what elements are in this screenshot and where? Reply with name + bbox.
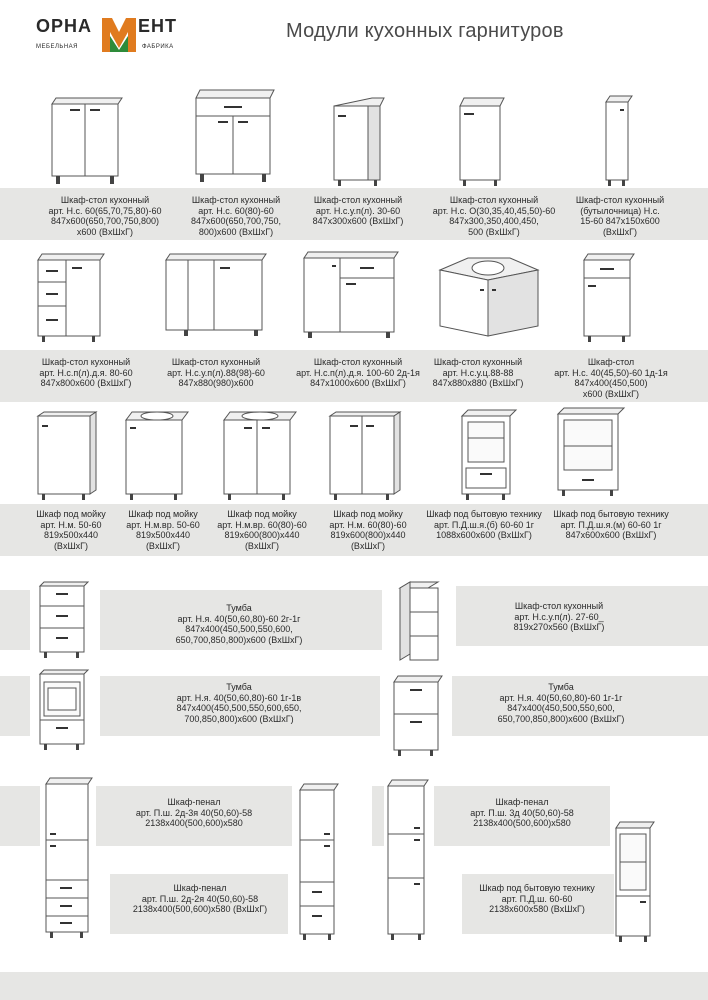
cabinet-1door-1drawer-image xyxy=(582,252,640,344)
sink-cabinet-1door-image xyxy=(36,410,102,500)
caption-2-2: Шкаф-стол кухонный арт. Н.с.у.п(л).88(98)-60 847x880(980)x600 xyxy=(167,357,265,388)
caption-penal1: Шкаф-пенал арт. П.ш. 2д-3я 40(50,60)-58 2138x400(500,600)x580 xyxy=(135,797,253,828)
sink-cabinet-2door-builtin-image xyxy=(222,410,300,500)
cabinet-drawer-2door-image xyxy=(194,88,278,184)
caption-1-1: Шкаф-стол кухонный арт. Н.с. 60(65,70,75,80)-60 847x600(650,700,750,800) x600 (ВxШxГ) xyxy=(48,195,162,237)
logo-text-left: ОРНА xyxy=(36,16,93,36)
cabinet-2door-1drawer-wide-image xyxy=(300,250,404,340)
caption-1-5: Шкаф-стол кухонный (бутылочница) Н.с. 15-60 847x150x600 (ВxШxГ) xyxy=(575,195,665,237)
caption-1-3: Шкаф-стол кухонный арт. Н.с.у.п(л). 30-60 847x300x600 (ВxШxГ) xyxy=(312,195,404,226)
tall-appliance-cabinet-image xyxy=(614,820,660,944)
tumba-2drawer-image xyxy=(392,674,448,758)
caption-3-5: Шкаф под бытовую технику арт. П.Д.ш.я.(б) 60-60 1г 1088x600x600 (ВxШxГ) xyxy=(426,509,542,540)
sink-cabinet-2door-image xyxy=(328,410,406,500)
corner-cabinet-narrow-image xyxy=(332,96,388,186)
logo-m-icon xyxy=(100,14,138,54)
cabinet-3drawer-door-image xyxy=(36,252,112,344)
corner-sink-cabinet-image xyxy=(438,256,542,338)
header xyxy=(0,0,708,64)
tall-cabinet-2door-3drawer-image xyxy=(44,776,98,940)
caption-tumba3: Тумба арт. Н.я. 40(50,60,80)-60 1г-1г 847x400(450,500,550,600, 650,700,850,800)x600 (ВxШxГ) xyxy=(497,682,625,724)
logo-subtext-left: МЕБЕЛЬНАЯ xyxy=(36,44,78,50)
caption-2-1: Шкаф-стол кухонный арт. Н.с.п(л).д.я. 80-60 847x800x600 (ВxШxГ) xyxy=(39,357,133,388)
appliance-cabinet-open-image xyxy=(556,406,630,498)
footer-band xyxy=(0,972,708,1000)
caption-penal3: Шкаф-пенал арт. П.ш. 3д 40(50,60)-58 2138x400(500,600)x580 xyxy=(470,797,574,828)
tall-cabinet-2door-2drawer-image xyxy=(298,782,344,942)
appliance-cabinet-oven-drawer-image xyxy=(460,408,522,500)
open-shelf-cabinet-image xyxy=(398,580,442,664)
cabinet-1door-image xyxy=(458,96,512,186)
tumba2-left-band xyxy=(0,676,30,736)
cabinet-2door-image xyxy=(48,96,128,186)
caption-2-3: Шкаф-стол кухонный арт. Н.с.п(л).д.я. 100-60 2д-1я 847x1000x600 (ВxШxГ) xyxy=(296,357,420,388)
page-title: Модули кухонных гарнитуров xyxy=(286,20,564,42)
brand-logo[interactable] xyxy=(34,14,194,58)
caption-2-5: Шкаф-стол арт. Н.с. 40(45,50)-60 1д-1я 847x400(450,500) x600 (ВxШxГ) xyxy=(554,357,668,399)
logo-text-right: ЕНТ xyxy=(138,16,177,36)
caption-tech-tall: Шкаф под бытовую технику арт. П.Д.ш. 60-60 2138x600x580 (ВxШxГ) xyxy=(479,883,595,914)
caption-3-4: Шкаф под мойку арт. Н.м. 60(80)-60 819x600(800)x440 (ВxШxГ) xyxy=(329,509,407,551)
tumba-3drawer-image xyxy=(38,580,94,660)
bottle-cabinet-image xyxy=(604,94,638,186)
corner-cabinet-wide-image xyxy=(162,252,272,338)
tall-cabinet-3door-image xyxy=(384,778,434,942)
logo-subtext-right: ФАБРИКА xyxy=(142,44,174,50)
caption-3-1: Шкаф под мойку арт. Н.м. 50-60 819x500x440 (ВxШxГ) xyxy=(36,509,106,551)
caption-3-6: Шкаф под бытовую технику арт. П.Д.ш.я.(м) 60-60 1г 847x600x600 (ВxШxГ) xyxy=(553,509,669,540)
caption-3-3: Шкаф под мойку арт. Н.м.вр. 60(80)-60 819x600(800)x440 (ВxШxГ) xyxy=(217,509,307,551)
caption-tumba2: Тумба арт. Н.я. 40(50,60,80)-60 1г-1в 847x400(450,500,550,600,650, 700,850,800)x600 (ВxШxГ) xyxy=(176,682,302,724)
tumba1-left-band xyxy=(0,590,30,650)
caption-3-2: Шкаф под мойку арт. Н.м.вр. 50-60 819x500x440 (ВxШxГ) xyxy=(126,509,200,551)
sink-cabinet-1door-builtin-image xyxy=(124,410,192,500)
caption-1-2: Шкаф-стол кухонный арт. Н.с. 60(80)-60 847x600(650,700,750, 800)x600 (ВxШxГ) xyxy=(190,195,282,237)
caption-penal2: Шкаф-пенал арт. П.ш. 2д-2я 40(50,60)-58 2138x400(500,600)x580 (ВxШxГ) xyxy=(132,883,268,914)
caption-open-shelf: Шкаф-стол кухонный арт. Н.с.у.п(л). 27-60_ 819x270x560 (ВxШxГ) xyxy=(513,601,605,632)
caption-2-4: Шкаф-стол кухонный арт. Н.с.у.ц.88-88 847x880x880 (ВxШxГ) xyxy=(432,357,524,388)
caption-tumba1: Тумба арт. Н.я. 40(50,60,80)-60 2г-1г 847x400(450,500,550,600, 650,700,850,800)x600 (ВxШxГ) xyxy=(175,603,303,645)
penal1-left-band xyxy=(0,786,40,846)
caption-1-4: Шкаф-стол кухонный арт. Н.с. О(30,35,40,45,50)-60 847x300,350,400,450, 500 (ВxШxГ) xyxy=(432,195,556,237)
tumba-oven-image xyxy=(38,668,94,754)
penal3-left-band xyxy=(372,786,384,846)
